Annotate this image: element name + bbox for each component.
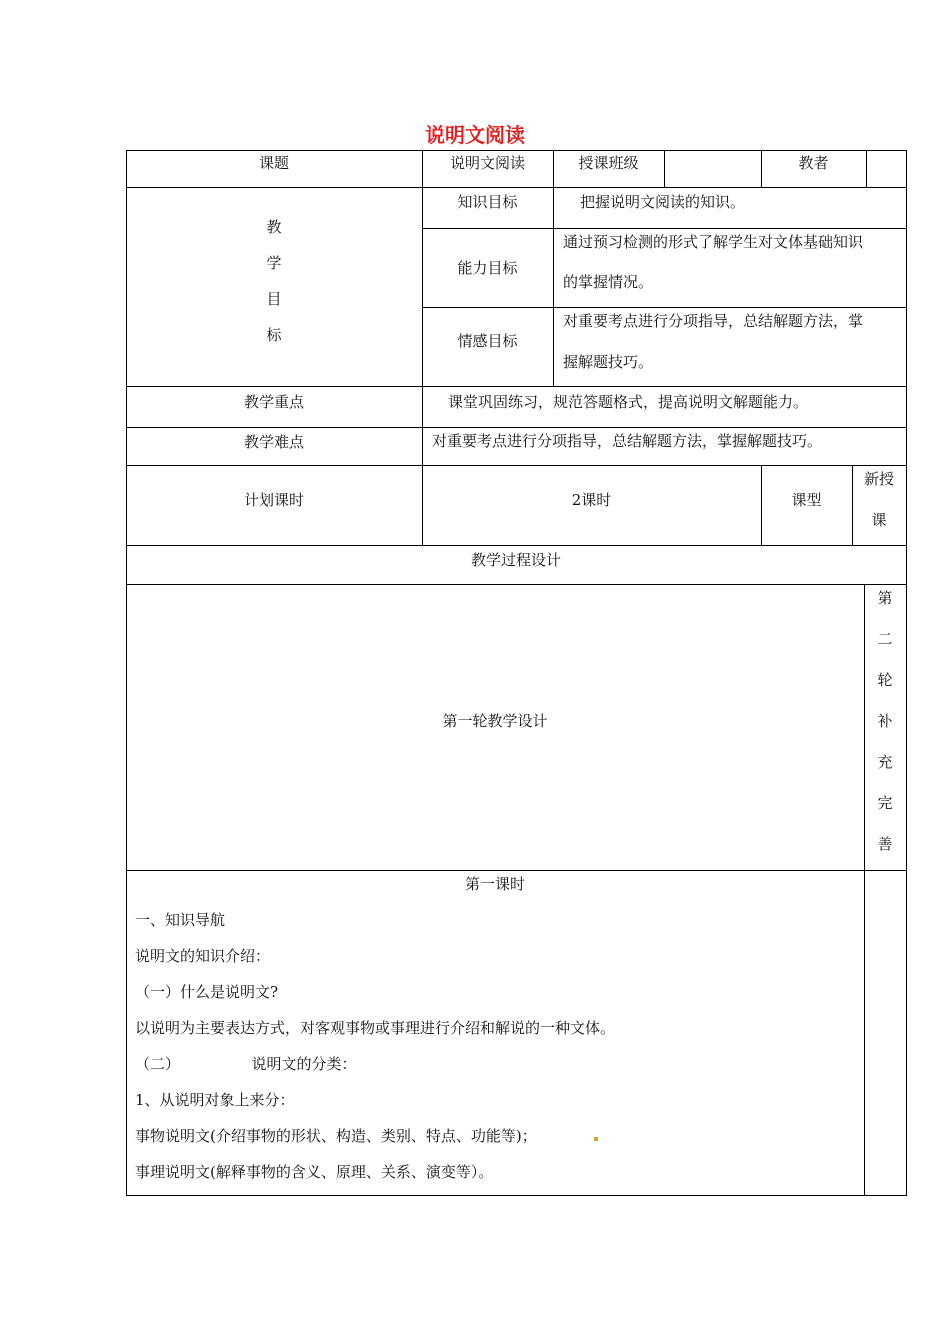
- hours-value: 2课时: [571, 491, 612, 509]
- ability-value-line1: 通过预习检测的形式了解学生对文体基础知识: [563, 233, 864, 251]
- second-round-char: 善: [877, 835, 893, 853]
- marker-dot: [594, 1137, 598, 1141]
- knowledge-value: 把握说明文阅读的知识。: [580, 193, 746, 211]
- objectives-label: [262, 216, 286, 360]
- ability-value-line2: 的掌握情况。: [563, 273, 654, 291]
- class-label: 授课班级: [578, 154, 639, 172]
- key-point-label: 教学重点: [243, 393, 304, 411]
- objectives-char: 标: [266, 326, 282, 344]
- lesson-line: 一、知识导航: [135, 911, 226, 929]
- teacher-label: 教者: [798, 154, 829, 172]
- difficulty-label: 教学难点: [243, 433, 304, 451]
- emotion-label: 情感目标: [457, 332, 518, 350]
- page-title: 说明文阅读: [425, 123, 525, 147]
- lesson-line: 说明文的知识介绍：: [135, 947, 271, 965]
- type-value-line2: 课: [871, 511, 887, 529]
- lesson-line: （二） 说明文的分类：: [135, 1055, 357, 1073]
- knowledge-label: 知识目标: [457, 193, 518, 211]
- type-label: 课型: [791, 491, 822, 509]
- hours-label: 计划课时: [243, 491, 304, 509]
- ability-label: 能力目标: [457, 258, 518, 277]
- emotion-value-line2: 握解题技巧。: [563, 353, 654, 371]
- second-round-char: 完: [877, 794, 893, 812]
- topic-label: 课题: [258, 154, 289, 172]
- emotion-value-line1: 对重要考点进行分项指导，总结解题方法，掌: [563, 312, 864, 330]
- first-round-label: 第一轮教学设计: [442, 712, 548, 730]
- second-round-char: 充: [877, 753, 893, 771]
- second-round-char: 第: [877, 589, 893, 607]
- lesson-line: 1、从说明对象上来分：: [135, 1091, 295, 1109]
- type-value-line1: 新授: [863, 470, 894, 488]
- teacher-value: [866, 150, 906, 187]
- objectives-char: 学: [266, 254, 282, 272]
- key-point-value: 课堂巩固练习，规范答题格式，提高说明文解题能力。: [448, 393, 809, 411]
- process-label: 教学过程设计: [470, 551, 561, 569]
- second-round-char: 轮: [877, 671, 893, 689]
- second-round-label: [864, 587, 906, 874]
- lesson-heading: 第一课时: [464, 875, 525, 893]
- lesson-line: 以说明为主要表达方式，对客观事物或事理进行介绍和解说的一种文体。: [135, 1019, 616, 1037]
- lesson-line: 事理说明文(解释事物的含义、原理、关系、演变等）。: [135, 1163, 494, 1181]
- class-value: [664, 150, 761, 187]
- second-round-char: 补: [877, 712, 893, 730]
- objectives-char: 教: [266, 218, 282, 236]
- objectives-char: 目: [266, 290, 282, 308]
- lesson-line: （一）什么是说明文?: [135, 983, 279, 1001]
- topic-value: 说明文阅读: [449, 154, 525, 172]
- difficulty-value: 对重要考点进行分项指导，总结解题方法，掌握解题技巧。: [432, 432, 823, 450]
- second-round-char: 二: [877, 630, 893, 648]
- lesson-line: 事物说明文(介绍事物的形状、构造、类别、特点、功能等)；: [135, 1127, 537, 1145]
